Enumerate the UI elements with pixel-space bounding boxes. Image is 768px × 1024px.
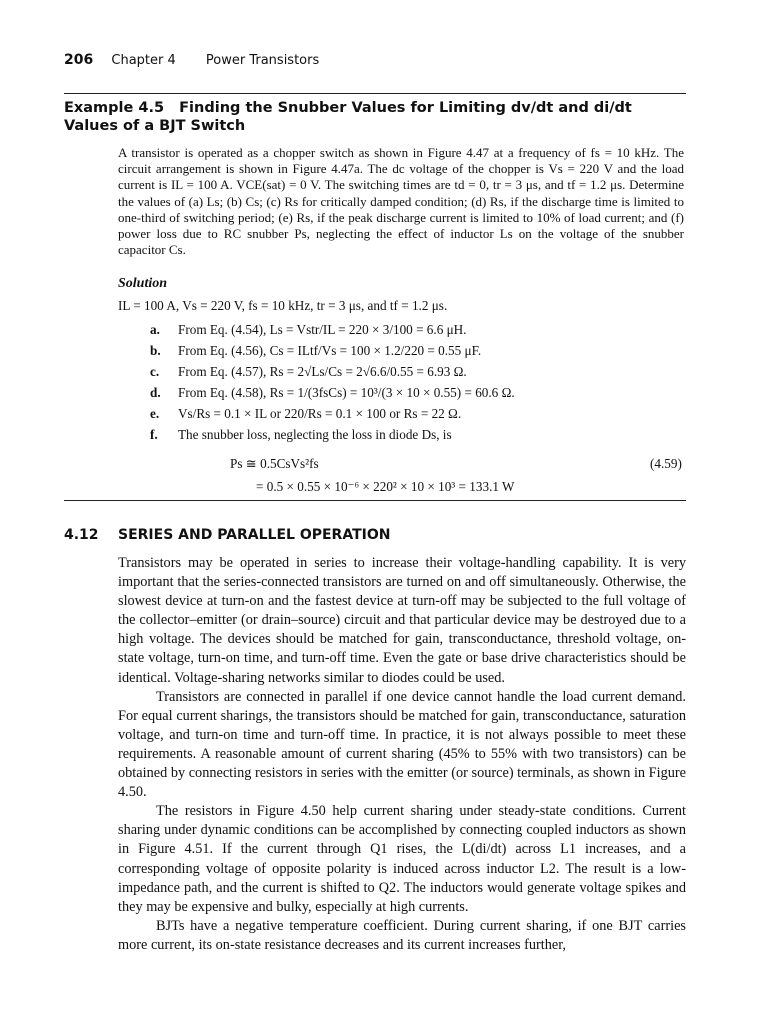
step-label: f.	[150, 427, 158, 442]
step-text: From Eq. (4.54), Ls = Vstr/IL = 220 × 3/100 = 6.6 μH.	[178, 322, 467, 337]
section-number: 4.12	[64, 527, 99, 543]
example-bottom-rule	[64, 500, 686, 501]
section-body	[118, 554, 686, 955]
solution-step	[150, 427, 680, 448]
solution-step	[150, 343, 680, 364]
step-label: b.	[150, 343, 161, 358]
example-problem: A transistor is operated as a chopper switch as shown in Figure 4.47 at a frequency of fs = 10 kHz. The circuit arrangement is shown in Figure 4.47a. The dc voltage of the chopper is Vs = 220 V and the load current is IL = 100 A. VCE(sat) = 0 V. The switching times are td = 0, tr = 3 μs, and tf = 1.2 μs. Determine the values of (a) Ls; (b) Cs; (c) Rs for critically damped condition; (d) Rs, if the discharge time is limited to one-third of switching period; (e) Rs, if the peak discharge current is limited to 10% of load current; and (f) power loss due to RC snubber Ps, neglecting the effect of inductor Ls on the voltage of the snubber capacitor Cs.	[118, 145, 684, 258]
example-heading	[64, 99, 664, 135]
step-text: From Eq. (4.57), Rs = 2√Ls/Cs = 2√6.6/0.55 = 6.93 Ω.	[178, 364, 467, 379]
solution-step	[150, 406, 680, 427]
solution-step	[150, 364, 680, 385]
section-title: SERIES AND PARALLEL OPERATION	[118, 527, 391, 543]
step-text: From Eq. (4.58), Rs = 1/(3fsCs) = 10³/(3 × 10 × 0.55) = 60.6 Ω.	[178, 385, 515, 400]
chapter-label: Chapter 4	[111, 53, 176, 68]
step-label: d.	[150, 385, 161, 400]
solution-steps	[150, 322, 680, 448]
solution-step	[150, 385, 680, 406]
step-text: Vs/Rs = 0.1 × IL or 220/Rs = 0.1 × 100 or Rs = 22 Ω.	[178, 406, 462, 421]
solution-given: IL = 100 A, Vs = 220 V, fs = 10 kHz, tr = 3 μs, and tf = 1.2 μs.	[118, 298, 448, 313]
step-label: a.	[150, 322, 160, 337]
equation-line-2: = 0.5 × 0.55 × 10⁻⁶ × 220² × 10 × 10³ = 133.1 W	[256, 479, 515, 494]
chapter-title: Power Transistors	[205, 53, 320, 68]
equation-number: (4.59)	[650, 456, 682, 471]
step-label: e.	[150, 406, 160, 421]
body-paragraph: Transistors may be operated in series to increase their voltage-handling capability. It is very important that the series-connected transistors are turned on and off simultaneously. Otherwise, the slowest device at turn-on and the fastest device at turn-off may be subjected to the full voltage of the collector–emitter (or drain–source) circuit and that particular device may be destroyed due to a high voltage. The devices should be matched for gain, transconductance, threshold voltage, on-state voltage, turn-on time, and turn-off time. Even the gate or base drive characteristics should be identical. Voltage-sharing networks similar to diodes could be used.	[118, 555, 686, 686]
step-text: The snubber loss, neglecting the loss in diode Ds, is	[178, 427, 452, 442]
example-number: Example 4.5	[64, 100, 165, 116]
example-top-rule	[64, 93, 686, 94]
solution-step	[150, 322, 680, 343]
step-text: From Eq. (4.56), Cs = ILtf/Vs = 100 × 1.2/220 = 0.55 μF.	[178, 343, 482, 358]
solution-title: Solution	[118, 276, 168, 291]
page-number: 206	[64, 52, 94, 68]
step-label: c.	[150, 364, 160, 379]
body-paragraph: The resistors in Figure 4.50 help current sharing under steady-state conditions. Current sharing under dynamic conditions can be accomplished by connecting coupled inductors as shown in Figure 4.51. If the current through Q1 rises, the L(di/dt) across L1 increases, and a corresponding voltage of opposite polarity is induced across inductor L2. The result is a low-impedance path, and the current is shifted to Q2. The inductors would generate voltage spikes and they may be expensive and bulky, especially at high currents.	[118, 803, 686, 915]
running-header	[64, 52, 319, 68]
equation-line-1: Ps ≅ 0.5CsVs²fs	[230, 456, 319, 471]
body-paragraph: Transistors are connected in parallel if one device cannot handle the load current demand. For equal current sharings, the transistors should be matched for gain, transconductance, saturation voltage, and turn-on time and turn-off time. In practice, it is not always possible to meet these requirements. A reasonable amount of current sharing (45% to 55% with two transistors) can be obtained by connecting resistors in series with the emitter (or source) terminals, as shown in Figure 4.50.	[118, 688, 686, 801]
body-paragraph: BJTs have a negative temperature coefficient. During current sharing, if one BJT carries more current, its on-state resistance decreases and its current increases further,	[118, 917, 686, 953]
example-title: Finding the Snubber Values for Limiting dv/dt and di/dt Values of a BJT Switch	[64, 100, 632, 134]
